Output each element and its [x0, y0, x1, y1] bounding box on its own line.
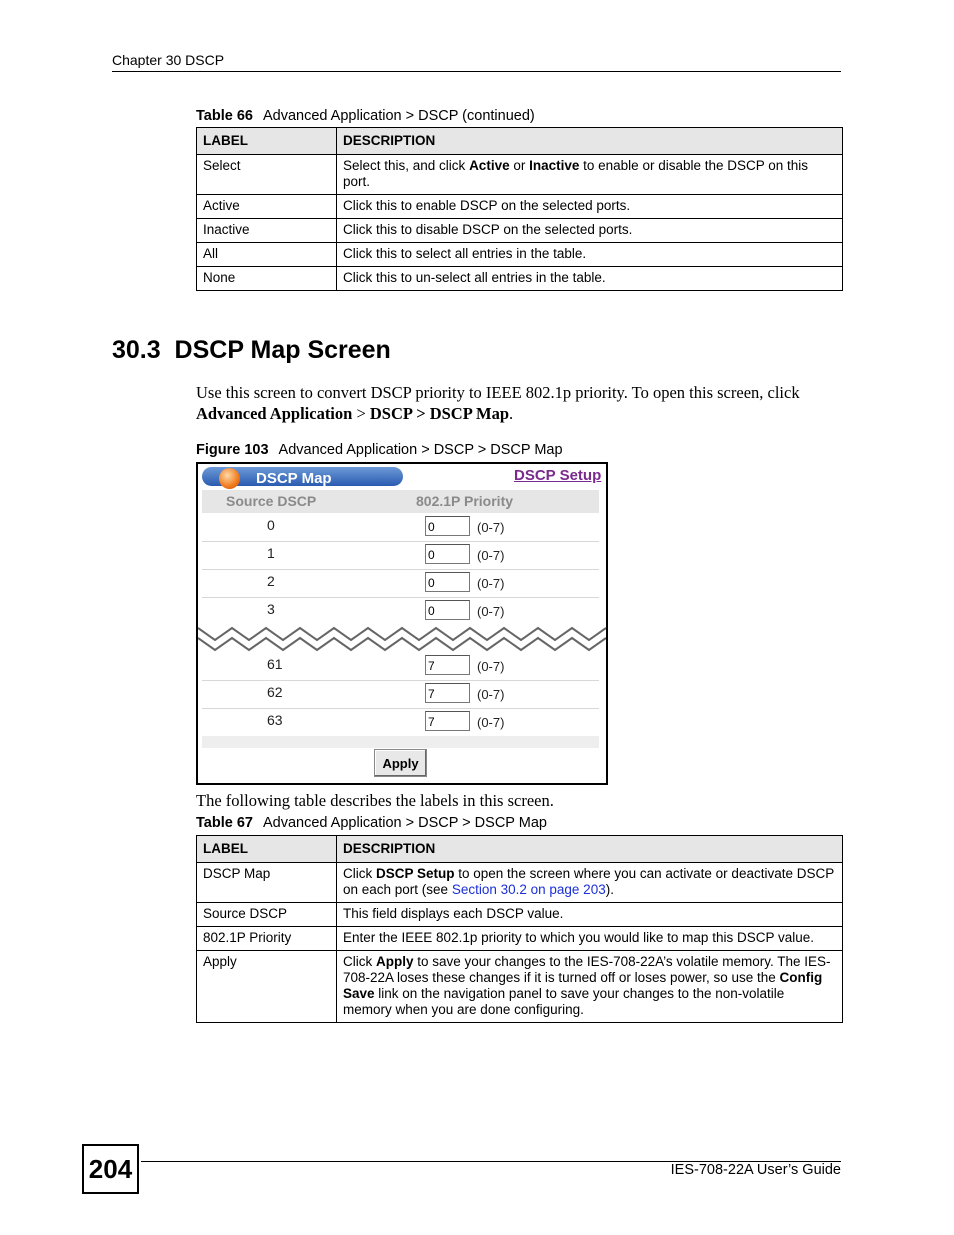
chapter-header: Chapter 30 DSCP: [112, 52, 225, 68]
table67-caption: [196, 815, 547, 831]
source-dscp-value: 3: [267, 601, 275, 617]
dscp-setup-link[interactable]: DSCP Setup: [514, 467, 602, 484]
break-zigzag: [198, 618, 606, 654]
priority-input[interactable]: 7: [425, 683, 470, 703]
table-row: [197, 195, 843, 219]
table-row: [202, 709, 599, 737]
section-intro: Use this screen to convert DSCP priority to IEEE 802.1p priority. To open this screen, click Advanced Application > DSCP > DSCP Map.: [196, 383, 800, 423]
source-dscp-value: 1: [267, 545, 275, 561]
table-row: [197, 243, 843, 267]
section-title: 30.3 DSCP Map Screen: [112, 336, 391, 364]
row-label: DSCP Map: [197, 863, 337, 903]
dscp-map-screenshot: [196, 462, 608, 785]
table67-col-desc: DESCRIPTION: [337, 836, 843, 863]
priority-input[interactable]: 0: [425, 600, 470, 620]
row-label: Select: [197, 155, 337, 195]
priority-range: (0-7): [477, 715, 505, 730]
row-label: Active: [197, 195, 337, 219]
row-label: 802.1P Priority: [197, 927, 337, 951]
table67-caption-num: Table 67: [196, 815, 253, 831]
table66-caption-text: Advanced Application > DSCP (continued): [262, 108, 535, 124]
table66-col-desc: DESCRIPTION: [337, 128, 843, 155]
table-row: [197, 903, 843, 927]
header-rule: [112, 71, 841, 72]
table66: [196, 127, 843, 291]
row-label: All: [197, 243, 337, 267]
section-link[interactable]: Section 30.2 on page 203: [451, 882, 606, 897]
table-row: [202, 570, 599, 598]
row-desc: Click this to un-select all entries in the table.: [337, 267, 843, 291]
table-row: [197, 219, 843, 243]
table66-header-row: [197, 128, 843, 155]
source-dscp-value: 62: [267, 684, 283, 700]
apply-button[interactable]: Apply: [374, 749, 427, 777]
row-desc: Enter the IEEE 802.1p priority to which you would like to map this DSCP value.: [337, 927, 843, 951]
priority-input[interactable]: 7: [425, 711, 470, 731]
row-label: Apply: [197, 951, 337, 1023]
row-desc: Click DSCP Setup to open the screen where you can activate or deactivate DSCP on each port (see Section 30.2 on page 203).: [337, 863, 843, 903]
table67: [196, 835, 843, 1023]
table-row: [197, 863, 843, 903]
row-label: Inactive: [197, 219, 337, 243]
priority-range: (0-7): [477, 548, 505, 563]
table-row: [197, 927, 843, 951]
table67-col-label: LABEL: [197, 836, 337, 863]
screen-title-bar: [202, 467, 403, 486]
row-desc: Select this, and click Active or Inactive to enable or disable the DSCP on this port.: [337, 155, 843, 195]
figure-caption: [196, 442, 563, 458]
row-label: Source DSCP: [197, 903, 337, 927]
priority-range: (0-7): [477, 604, 505, 619]
table-row: [202, 514, 599, 542]
table67-header-row: [197, 836, 843, 863]
priority-range: (0-7): [477, 520, 505, 535]
row-desc: Click this to enable DSCP on the selected ports.: [337, 195, 843, 219]
source-dscp-value: 61: [267, 656, 283, 672]
source-dscp-value: 0: [267, 517, 275, 533]
table-row: [197, 267, 843, 291]
row-desc: Click Apply to save your changes to the IES-708-22A’s volatile memory. The IES-708-22A loses these changes if it is turned off or loses power, so use the Config Save link on the navigation panel to save your changes to the non-volatile memory when you are done configuring.: [337, 951, 843, 1023]
table-intro-text: The following table describes the labels in this screen.: [196, 791, 554, 810]
source-dscp-value: 63: [267, 712, 283, 728]
table66-caption-num: Table 66: [196, 108, 253, 124]
page-number: 204: [82, 1144, 139, 1194]
priority-input[interactable]: 0: [425, 516, 470, 536]
row-desc: This field displays each DSCP value.: [337, 903, 843, 927]
figure-caption-num: Figure 103: [196, 442, 269, 458]
table-footer-bar: [202, 736, 599, 748]
table-row: [202, 681, 599, 709]
row-desc: Click this to select all entries in the table.: [337, 243, 843, 267]
table-row: [197, 155, 843, 195]
orb-icon: [219, 468, 240, 489]
priority-range: (0-7): [477, 687, 505, 702]
row-desc: Click this to disable DSCP on the selected ports.: [337, 219, 843, 243]
screen-title: DSCP Map: [256, 470, 332, 487]
figure-caption-text: Advanced Application > DSCP > DSCP Map: [278, 442, 563, 458]
priority-input[interactable]: 0: [425, 544, 470, 564]
table-row: [202, 653, 599, 681]
row-label: None: [197, 267, 337, 291]
column-header-row: [202, 490, 599, 513]
table66-caption: [196, 108, 535, 124]
guide-title: IES-708-22A User’s Guide: [670, 1162, 841, 1178]
priority-range: (0-7): [477, 576, 505, 591]
priority-input[interactable]: 0: [425, 572, 470, 592]
table-row: [202, 542, 599, 570]
table66-col-label: LABEL: [197, 128, 337, 155]
priority-input[interactable]: 7: [425, 655, 470, 675]
priority-range: (0-7): [477, 659, 505, 674]
table-row: [197, 951, 843, 1023]
table67-caption-text: Advanced Application > DSCP > DSCP Map: [262, 815, 547, 831]
source-dscp-value: 2: [267, 573, 275, 589]
col-8021p-priority: 802.1P Priority: [416, 493, 514, 509]
col-source-dscp: Source DSCP: [226, 493, 317, 509]
